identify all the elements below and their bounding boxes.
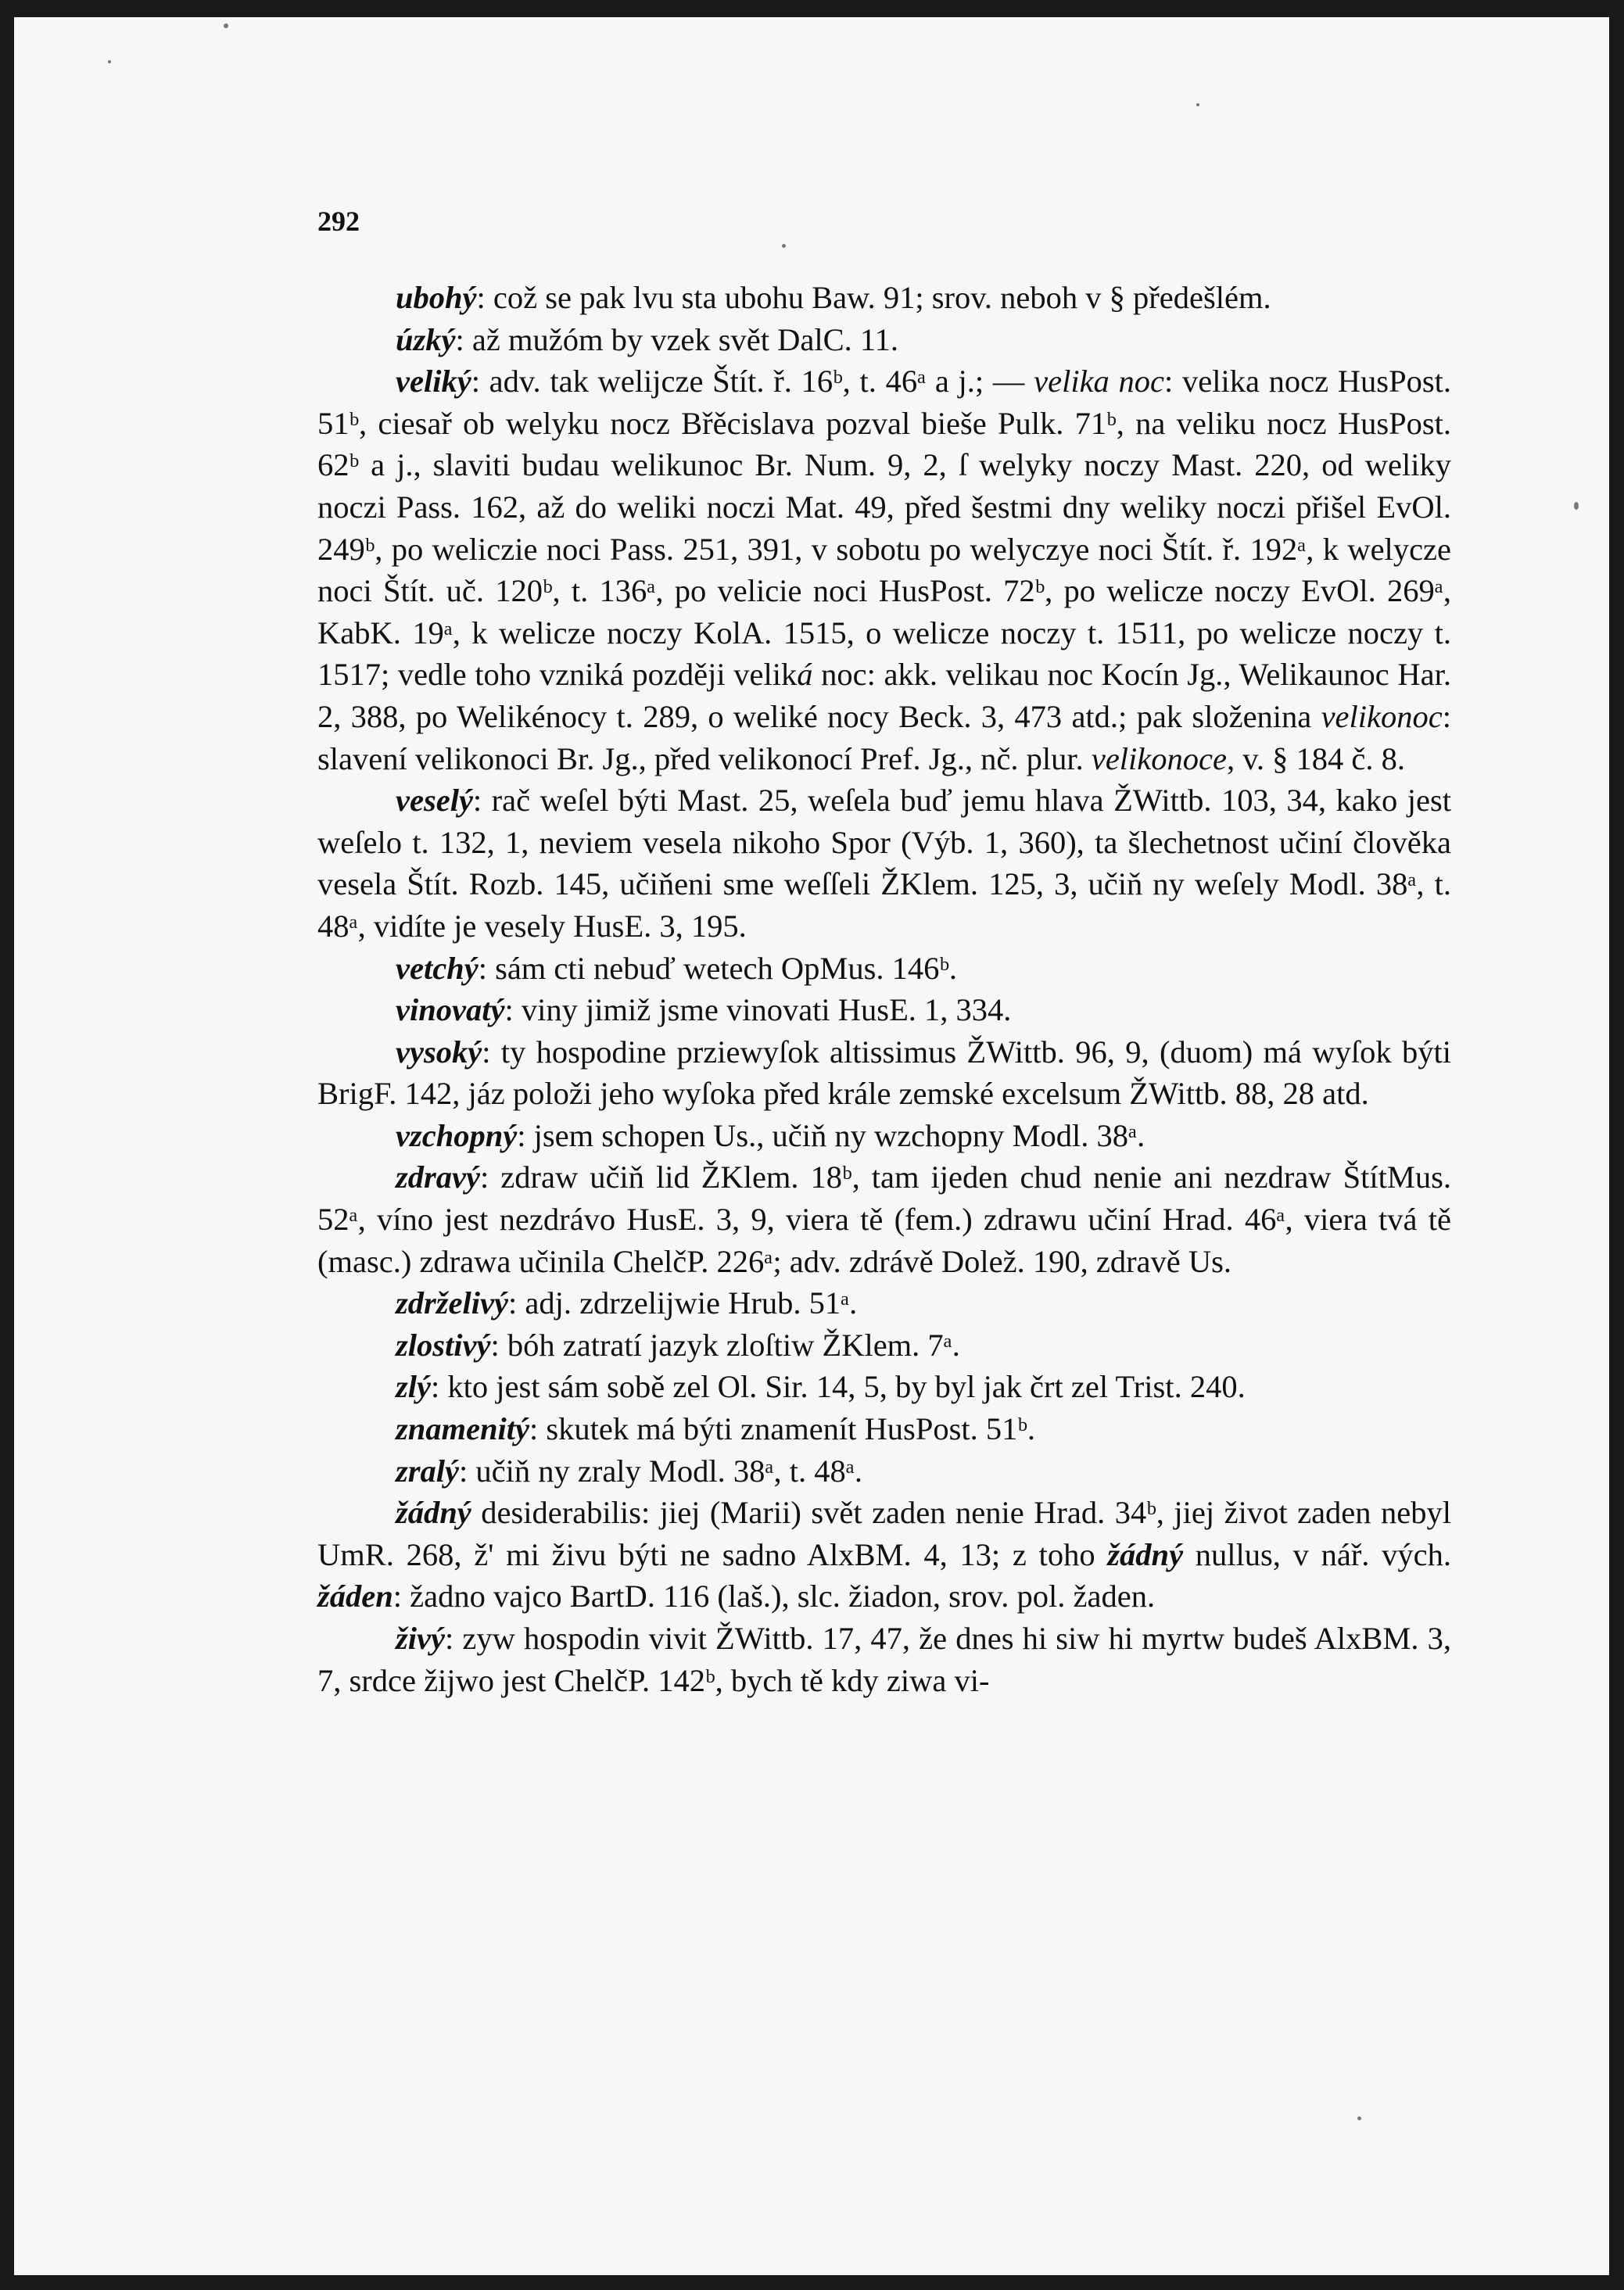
entry-text: : velika nocz HusPost. 51ᵇ, ciesař ob welyku nocz Břěcislava pozval bieše Pulk. 71ᵇ, na veliku nocz HusPost. 62ᵇ a j., slaviti budau welikunoc Br. Num. 9, 2, ſ welyky noczy Mast. 220, od weliky noczi Pass. 162, až do weliki noczi Mat. 49, před šestmi dny weliky noczi přišel EvOl. 249ᵇ, po weliczie noci Pass. 251, 391, v sobotu po welyczye noci Štít. ř. 192ᵃ, k welycze noci Štít. uč. 120ᵇ, t. 136ᵃ, po velicie noci HusPost. 72ᵇ, po welicze noczy EvOl. 269ᵃ, KabK. 19ᵃ, k welicze noczy KolA. 1515, o welicze noczy t. 1511, po welicze noczy t. 1517; vedle toho vzniká později velik xyxy=(317,364,1451,693)
headword: vzchopný xyxy=(396,1117,518,1153)
entry-ubohy xyxy=(317,277,1451,319)
page-number: 292 xyxy=(317,206,360,237)
entry-text: : adv. tak welijcze Štít. ř. 16ᵇ, t. 46ᵃ a j.; — xyxy=(471,364,1025,400)
headword: veselý xyxy=(396,783,473,819)
entry-text: : rač weſel býti Mast. 25, weſela buď jemu hlava ŽWittb. 103, 34, kako jest weſelo t. 132, 1, neviem vesela nikoho Spor (Výb. 1, 360), ta šlechetnost učiní člověka vesela Štít. Rozb. 145, učiňeni sme weſſeli ŽKlem. 125, 3, učiň ny weſely Modl. 38ᵃ, t. 48ᵃ, vidíte je vesely HusE. 3, 195. xyxy=(317,783,1451,944)
entry-zly xyxy=(317,1366,1451,1408)
entry-text: : zyw hospodin vivit ŽWittb. 17, 47, že dnes hi siw hi myrtw budeš AlxBM. 3, 7, srdce žijwo jest ChelčP. 142ᵇ, bych tě kdy ziwa vi- xyxy=(317,1621,1451,1698)
italic-term: velikonoc xyxy=(1321,698,1443,734)
headword: úzký xyxy=(396,321,456,357)
entry-vzchopny xyxy=(317,1115,1451,1157)
entry-znamenity xyxy=(317,1408,1451,1450)
italic-term: velika noc xyxy=(1034,364,1164,400)
entry-vinovaty xyxy=(317,989,1451,1031)
entry-veliky xyxy=(317,360,1451,779)
entry-text: : učiň ny zraly Modl. 38ᵃ, t. 48ᵃ. xyxy=(459,1453,862,1489)
headword: ubohý xyxy=(396,280,477,315)
headword: živý xyxy=(396,1621,445,1656)
entry-text: : bóh zatratí jazyk zloſtiw ŽKlem. 7ᵃ. xyxy=(490,1327,960,1363)
headword: zdravý xyxy=(396,1159,480,1195)
entry-zdravy xyxy=(317,1156,1451,1282)
entry-text: : slavení velikonoci Br. Jg., před velikonocí Pref. Jg., nč. plur. xyxy=(317,698,1451,776)
entry-vesely xyxy=(317,779,1451,947)
dictionary-text xyxy=(317,277,1451,1701)
headword: zlý xyxy=(396,1369,431,1405)
entry-text: : ty hospodine prziewyſok altissimus ŽWittb. 96, 9, (duom) má wyſok býti BrigF. 142, jáz položi jeho wyſoka před krále zemské excelsum ŽWittb. 88, 28 atd. xyxy=(317,1034,1451,1112)
headword: vysoký xyxy=(396,1034,482,1070)
entry-zdrzelivy xyxy=(317,1282,1451,1324)
entry-text: : žadno vajco BartD. 116 (laš.), slc. žiadon, srov. pol. žaden. xyxy=(393,1579,1156,1614)
italic-term: žádný xyxy=(1107,1536,1184,1572)
entry-text: : zdraw učiň lid ŽKlem. 18ᵇ, tam ijeden chud nenie ani nezdraw ŠtítMus. 52ᵃ, víno jest nezdrávo HusE. 3, 9, viera tě (fem.) zdrawu učiní Hrad. 46ᵃ, viera tvá tě (masc.) zdrawa učinila ChelčP. 226ᵃ; adv. zdrávě Dolež. 190, zdravě Us. xyxy=(317,1159,1451,1279)
entry-zivy xyxy=(317,1618,1451,1701)
entry-text: : sám cti nebuď wetech OpMus. 146ᵇ. xyxy=(478,950,958,986)
headword: vetchý xyxy=(396,950,479,986)
headword: znamenitý xyxy=(396,1411,530,1447)
entry-vetchy xyxy=(317,948,1451,990)
entry-text: : adj. zdrzelijwie Hrub. 51ᵃ. xyxy=(507,1285,858,1321)
entry-zraly xyxy=(317,1450,1451,1493)
entry-zadny xyxy=(317,1492,1451,1618)
entry-text: , v. § 184 č. 8. xyxy=(1226,740,1405,776)
book-page xyxy=(14,17,1609,2275)
entry-text: : což se pak lvu sta ubohu Baw. 91; srov. neboh v § předešlém. xyxy=(476,280,1271,315)
headword: žádný xyxy=(396,1495,471,1531)
entry-uzky xyxy=(317,319,1451,361)
headword: veliký xyxy=(396,364,471,400)
italic-term: á xyxy=(797,657,813,693)
entry-zlostivy xyxy=(317,1324,1451,1367)
italic-term: žáden xyxy=(317,1579,393,1614)
entry-text: : až mužóm by vzek svět DalC. 11. xyxy=(455,321,899,357)
entry-text: : kto jest sám sobě zel Ol. Sir. 14, 5, by byl jak črt zel Trist. 240. xyxy=(431,1369,1246,1405)
entry-text: nullus, v nář. vých. xyxy=(1183,1536,1451,1572)
entry-text: : skutek má býti znamenít HusPost. 51ᵇ. xyxy=(529,1411,1036,1447)
headword: zralý xyxy=(396,1453,459,1489)
entry-text: : jsem schopen Us., učiň ny wzchopny Modl. 38ᵃ. xyxy=(517,1117,1145,1153)
headword: zlostivý xyxy=(396,1327,491,1363)
italic-term: velikonoce xyxy=(1091,740,1227,776)
headword: vinovatý xyxy=(396,992,505,1028)
entry-text: desiderabilis: jiej (Marii) svět zaden nenie Hrad. 34ᵇ, jiej život zaden nebyl UmR. 268, ž' mi živu býti ne sadno AlxBM. 4, 13; z toho xyxy=(317,1495,1451,1572)
entry-vysoky xyxy=(317,1031,1451,1115)
entry-text: noc: akk. velikau noc Kocín Jg., Welikaunoc Har. 2, 388, po Welikénocy t. 289, o weliké nocy Beck. 3, 473 atd.; pak složenina xyxy=(317,657,1451,734)
entry-text: : viny jimiž jsme vinovati HusE. 1, 334. xyxy=(504,992,1012,1028)
headword: zdrželivý xyxy=(396,1285,508,1321)
